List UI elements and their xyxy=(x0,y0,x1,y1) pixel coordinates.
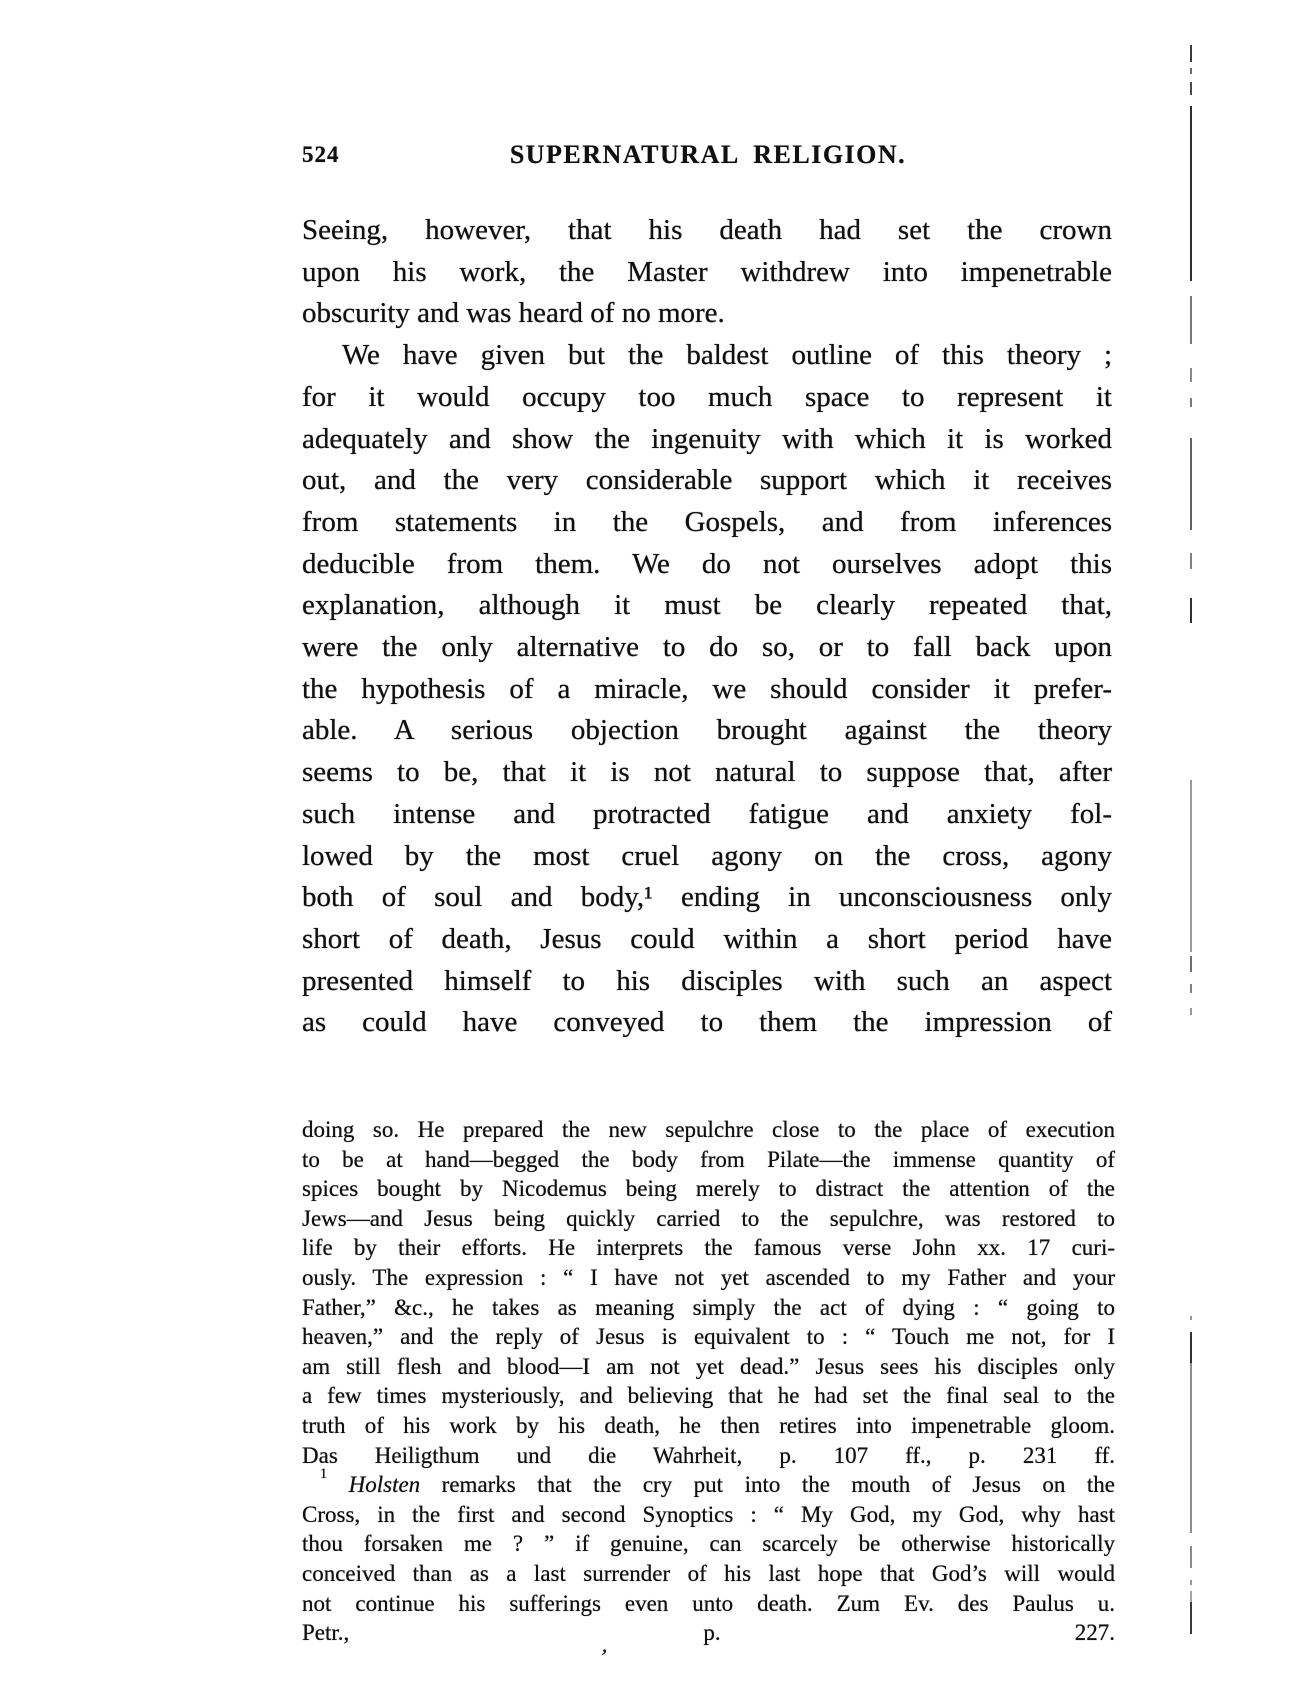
footnote-line: Das Heiligthum und die Wahrheit, p. 107 ff., p. 231 ff. xyxy=(302,1442,1115,1468)
scan-artifact-segment xyxy=(1190,438,1192,530)
scan-artifact-segment xyxy=(1190,1332,1192,1363)
footnote-line: am still flesh and blood—I am not yet dead.” Jesus sees his disciples only xyxy=(302,1353,1115,1379)
text-line: out, and the very considerable support which it receives xyxy=(302,464,1112,497)
scan-artifact-segment xyxy=(1190,296,1192,344)
footnote-line: to be at hand—begged the body from Pilate—the immense quantity of xyxy=(302,1146,1115,1172)
footnote-line: Jews—and Jesus being quickly carried to the sepulchre, was restored to xyxy=(302,1205,1115,1231)
text-line: were the only alternative to do so, or to fall back upon xyxy=(302,631,1112,664)
text-line: upon his work, the Master withdrew into impenetrable xyxy=(302,255,1112,288)
footnote-line xyxy=(302,1466,1115,1500)
scan-artifact-segment xyxy=(1190,368,1192,382)
scan-artifact-segment xyxy=(1190,780,1192,952)
text-line: for it would occupy too much space to represent it xyxy=(302,380,1112,413)
footnote-block xyxy=(302,1115,1115,1648)
footnote-line: not continue his sufferings even unto death. Zum Ev. des Paulus u. xyxy=(302,1590,1115,1616)
text-line: adequately and show the ingenuity with which it is worked xyxy=(302,422,1112,455)
footnote-line: doing so. He prepared the new sepulchre close to the place of execution xyxy=(302,1117,1115,1142)
scan-artifact-line xyxy=(1190,0,1193,1700)
page-header xyxy=(302,139,1114,171)
main-text-block xyxy=(302,210,1112,1044)
ink-speck: ’ xyxy=(598,1643,610,1670)
scan-artifact-segment xyxy=(1190,1363,1192,1533)
footnote-line: a few times mysteriously, and believing that he had set the final seal to the xyxy=(302,1383,1115,1409)
scan-artifact-segment xyxy=(1190,1316,1192,1320)
scan-artifact-segment xyxy=(1190,1546,1192,1568)
running-title: SUPERNATURAL RELIGION. xyxy=(509,140,907,169)
text-line: We have given but the baldest outline of this theory ; xyxy=(342,339,1112,372)
text-line: explanation, although it must be clearly repeated that, xyxy=(302,589,1112,622)
scan-artifact-segment xyxy=(1190,45,1192,62)
footnote-line: ously. The expression : “ I have not yet ascended to my Father and your xyxy=(302,1264,1115,1290)
footnote-line: Cross, in the first and second Synoptics : “ My God, my God, why hast xyxy=(302,1501,1115,1527)
footnote-marker: 1 xyxy=(320,1466,328,1483)
scan-artifact-segment xyxy=(1190,1591,1192,1602)
scan-artifact-segment xyxy=(1190,82,1192,95)
text-line: obscurity and was heard of no more. xyxy=(302,297,725,330)
footnote-continuation xyxy=(302,1115,1115,1470)
text-line: as could have conveyed to them the impression of xyxy=(302,1006,1112,1039)
text-line: both of soul and body,¹ ending in unconsciousness only xyxy=(302,881,1112,914)
scan-artifact-segment xyxy=(1190,1602,1192,1634)
text-line: seems to be, that it is not natural to suppose that, after xyxy=(302,756,1112,789)
text-line: presented himself to his disciples with such an aspect xyxy=(302,964,1112,997)
scan-artifact-segment xyxy=(1190,1580,1192,1585)
page-number: 524 xyxy=(302,142,340,167)
text-line: lowed by the most cruel agony on the cross, agony xyxy=(302,839,1112,872)
scan-artifact-segment xyxy=(1190,598,1192,623)
footnote-line: thou forsaken me ? ” if genuine, can scarcely be otherwise historically xyxy=(302,1531,1115,1557)
scan-artifact-segment xyxy=(1190,956,1192,972)
scan-artifact-segment xyxy=(1190,1008,1192,1015)
text-line: such intense and protracted fatigue and anxiety fol- xyxy=(302,797,1112,830)
text-line: able. A serious objection brought against the theory xyxy=(302,714,1112,747)
text-line: Seeing, however, that his death had set the crown xyxy=(302,214,1112,246)
text-line: deducible from them. We do not ourselves adopt this xyxy=(302,547,1112,580)
footnote-line: spices bought by Nicodemus being merely to distract the attention of the xyxy=(302,1176,1115,1202)
text-line: the hypothesis of a miracle, we should consider it prefer- xyxy=(302,672,1112,705)
footnote-author: Holsten xyxy=(348,1472,421,1498)
scan-artifact-segment xyxy=(1190,106,1192,281)
scan-artifact-segment xyxy=(1190,398,1192,407)
footnote-line: Father,” &c., he takes as meaning simply the act of dying : “ going to xyxy=(302,1294,1115,1320)
footnote-line: Petr., p. 227. xyxy=(302,1620,1115,1646)
footnote-line: conceived than as a last surrender of his last hope that God’s will would xyxy=(302,1560,1115,1586)
footnote-line: truth of his work by his death, he then retires into impenetrable gloom. xyxy=(302,1412,1115,1438)
footnote-line: heaven,” and the reply of Jesus is equivalent to : “ Touch me not, for I xyxy=(302,1324,1115,1350)
scan-artifact-segment xyxy=(1190,68,1192,74)
footnote-1 xyxy=(302,1466,1115,1648)
scan-artifact-segment xyxy=(1190,984,1192,993)
footnote-line: life by their efforts. He interprets the famous verse John xx. 17 curi- xyxy=(302,1235,1115,1261)
scan-artifact-segment xyxy=(1190,553,1192,569)
text-line: from statements in the Gospels, and from inferences xyxy=(302,505,1112,538)
footnote-text: remarks that the cry put into the mouth of Jesus on the xyxy=(420,1472,1115,1498)
text-line: short of death, Jesus could within a short period have xyxy=(302,922,1112,955)
